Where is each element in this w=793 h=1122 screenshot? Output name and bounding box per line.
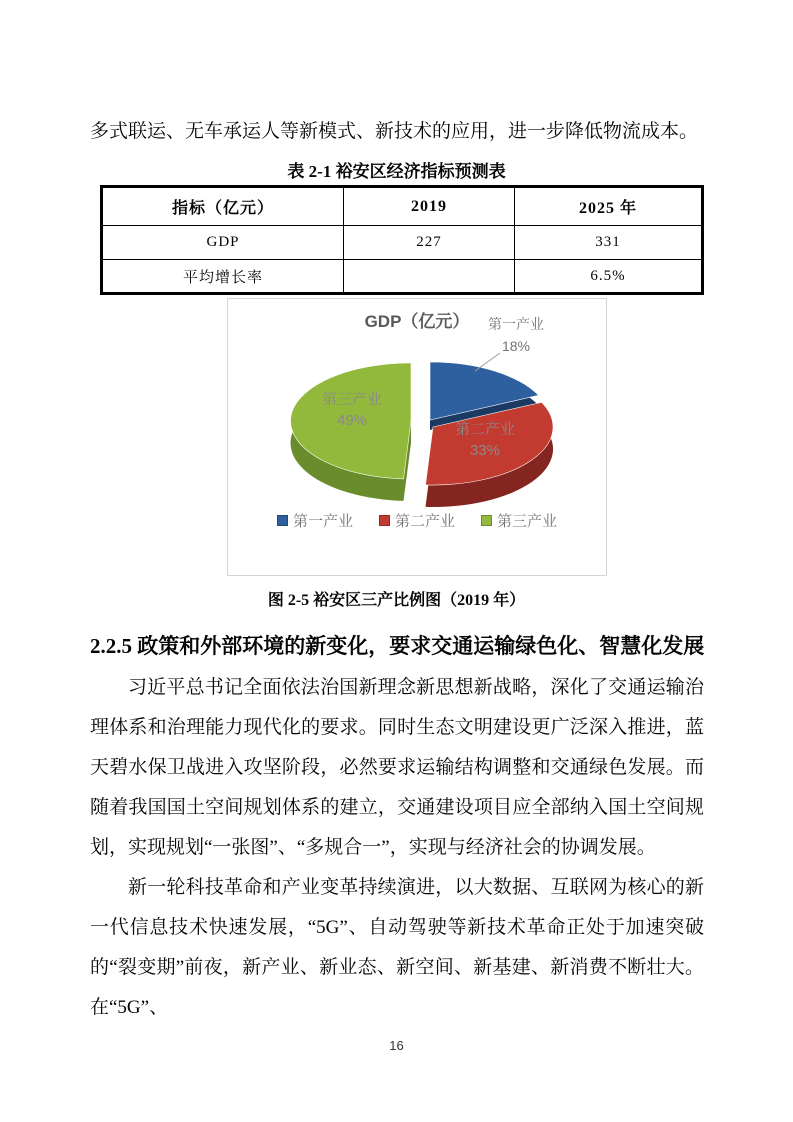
chart-legend [228,510,606,531]
legend-label-primary: 第一产业 [292,513,353,530]
table-header-row [102,187,703,226]
data-label-primary-value: 18% [501,338,531,354]
data-label-tertiary-industry [296,389,408,431]
legend-label-tertiary: 第三产业 [497,513,558,530]
page-number: 16 [389,1038,404,1053]
cell-gdp-2019: 227 [344,226,515,260]
data-label-tertiary-value: 49% [336,412,368,429]
figure-caption: 图 2-5 裕安区三产比例图（2019 年） [267,592,526,609]
section-heading: 2.2.5 政策和外部环境的新变化，要求交通运输绿色化、智慧化发展 [90,634,705,658]
table-row-growth-rate [102,260,703,294]
body-paragraph-2: 新一轮科技革命和产业变革持续演进，以大数据、互联网为核心的新一代信息技术快速发展，“5G”、自动驾驶等新技术革命正处于加速突破的“裂变期”前夜，新产业、新业态、新空间、新基建、新消费不断壮大。在“5G”、 [90,877,704,1018]
cell-gdp-2025: 331 [515,226,703,260]
economic-indicators-table [100,185,704,295]
cell-growth-label: 平均增长率 [102,260,344,294]
section-body [90,668,704,1028]
data-label-primary-name: 第一产业 [488,316,544,332]
data-label-secondary-value: 33% [469,442,501,459]
data-label-secondary-industry [426,419,544,461]
cell-gdp-label: GDP [102,226,344,260]
data-label-primary-industry [468,313,564,357]
table-title: 表 2-1 裕安区经济指标预测表 [287,162,506,181]
table-row-gdp [102,226,703,260]
body-paragraph-1: 习近平总书记全面依法治国新理念新思想新战略，深化了交通运输治理体系和治理能力现代化的要求。同时生态文明建设更广泛深入推进，蓝天碧水保卫战进入攻坚阶段，必然要求运输结构调整和交通绿色发展。而随着我国国土空间规划体系的建立，交通建设项目应全部纳入国土空间规划，实现规划“一张图”、“多规合一”，实现与经济社会的协调发展。 [90,677,704,858]
legend-swatch-tertiary-icon [481,515,492,526]
legend-item-secondary [379,510,455,531]
cell-growth-2019 [344,260,515,294]
cell-growth-2025: 6.5% [515,260,703,294]
intro-paragraph [90,112,704,152]
header-cell-indicator: 指标（亿元） [102,187,344,226]
legend-item-tertiary [481,510,557,531]
data-label-tertiary-name: 第三产业 [321,391,382,408]
legend-swatch-primary-icon [277,515,288,526]
legend-swatch-secondary-icon [379,515,390,526]
chart-title: GDP（亿元） [364,312,470,331]
legend-item-primary [277,510,353,531]
header-cell-2019: 2019 [344,187,515,226]
legend-label-secondary: 第二产业 [394,513,455,530]
header-cell-2025: 2025 年 [515,187,703,226]
data-label-secondary-name: 第二产业 [454,421,515,438]
gdp-pie-chart-figure [227,298,607,576]
intro-line: 多式联运、无车承运人等新模式、新技术的应用，进一步降低物流成本。 [90,121,699,142]
